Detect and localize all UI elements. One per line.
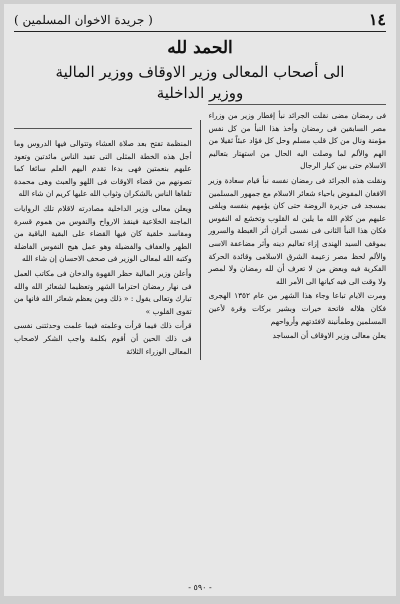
left-paragraph-2: ويعلن معالى وزير الداخلية مصادرته لاقلام تلك الروايات الماجنة الخلاعية فينقذ الارواح والنفوس من هموم قسرة ومقاسد خلقية كان فيها القضاء على البقية الباقية من الطهر والعفاف والفضيلة وهو عمل هيج النفوس الفاضلة وكتبه الله لمعالى الوزير فى صحف الاحسان إن شاء الله — [14, 203, 192, 264]
right-column — [208, 110, 386, 345]
text-columns — [14, 110, 386, 360]
document-page — [4, 4, 396, 596]
page-footer: - ٥٩٠ - — [188, 583, 212, 592]
page-header — [14, 10, 386, 29]
address-line-2: ووزير الداخلية — [156, 84, 244, 102]
header-rule — [14, 31, 386, 32]
left-column — [14, 110, 192, 360]
left-paragraph-4: قرأت ذلك فيما قرأت وعلمته فيما علمت وحدثتنى نفسى فى ذلك الحين أن أقوم بكلمة واجب الشكر لاصحاب المعالى الوزراء الثلاثة — [14, 321, 192, 356]
article-title: الحمد لله — [167, 38, 233, 58]
article-address — [14, 62, 386, 104]
page-number: ١٤ — [368, 10, 386, 29]
address-line-1: الى أصحاب المعالى وزير الاوقاف ووزير المالية — [55, 63, 345, 81]
right-paragraph-2: ونقلت هذه الجرائد فى رمضان نفسه نبأ قيام سعادة وزير الافغان المفوض باحياء شعائر الاسلام مع جمهور المسلمين بمسجد فى جزيرة الروضة حتى كان يؤمهم بنفسه ويلقى عليهم من كلام الله ما يلين له القلوب وتخشع له النفوس فكان هذا النبأ الثانى فى نفسى أثران أثر الغبطة والسرور بموقف السيد الهندى إزاء تعاليم دينه وأثر مضاعفة الاسى والألم لحظ مصر زعيمة الشرق الاسلامى وقائدة الحركة الفكرية فيه وبعض من لا تعرف أن لله رمضان ولا لمصر ولا وقت الى فيه كيانها الى الأمر الله — [208, 175, 386, 286]
column-divider — [200, 120, 201, 360]
running-head: ( جريدة الاخوان المسلمين ) — [14, 12, 153, 27]
right-paragraph-4: يعلن معالى وزير الاوقاف أن المساجد — [272, 331, 386, 341]
right-paragraph-1: فى رمضان مضى نقلت الجرائد نبأ إفطار وزير من وزراء مصر السابقين فى رمضان وأخذ هذا النبأ من كل نفس مؤمنة ونال من كل قلب مسلم وحل كل فؤاد عبئاً ثقيلا من الهم والألم لما وصلت اليه الحال من استهتار بتعاليم الاسلام حتى بين كبار الرجال — [208, 111, 386, 171]
left-paragraph-1: المنظمة تفتح بعد صلاة العشاء وتتوالى فيها الدروس وما أجل هذه الخطة المثلى التى تفيد الناس مائدتين وتعود عليهم بنعمتين فهى بدءا تقدم اليهم العلم سائغا كما تصونهم من قضاء الاوقات فى اللهو والعبث وهى محمدة تلقاها الناس بالشكران وثواب الله عليها كريم ان شاء الله — [14, 139, 192, 199]
right-paragraph-3: ومرت الايام تباعا وجاء هذا الشهر من عام ١٣٥٢ الهجرى فكان هلاله فاتحة خيرات وبشير بركات وقرة لأعين المسلمين وطمأنينة لافئدتهم وأرواحهم — [208, 291, 386, 326]
left-paragraph-3: وأعلن وزير المالية حظر القهوة والدخان فى مكاتب العمل فى نهار رمضان احتراما الشهر وتعظيما لشعائر الله والله تبارك وتعالى يقول : « ذلك ومن يعظم شعائر الله فانها من تقوى القلوب » — [14, 268, 192, 316]
